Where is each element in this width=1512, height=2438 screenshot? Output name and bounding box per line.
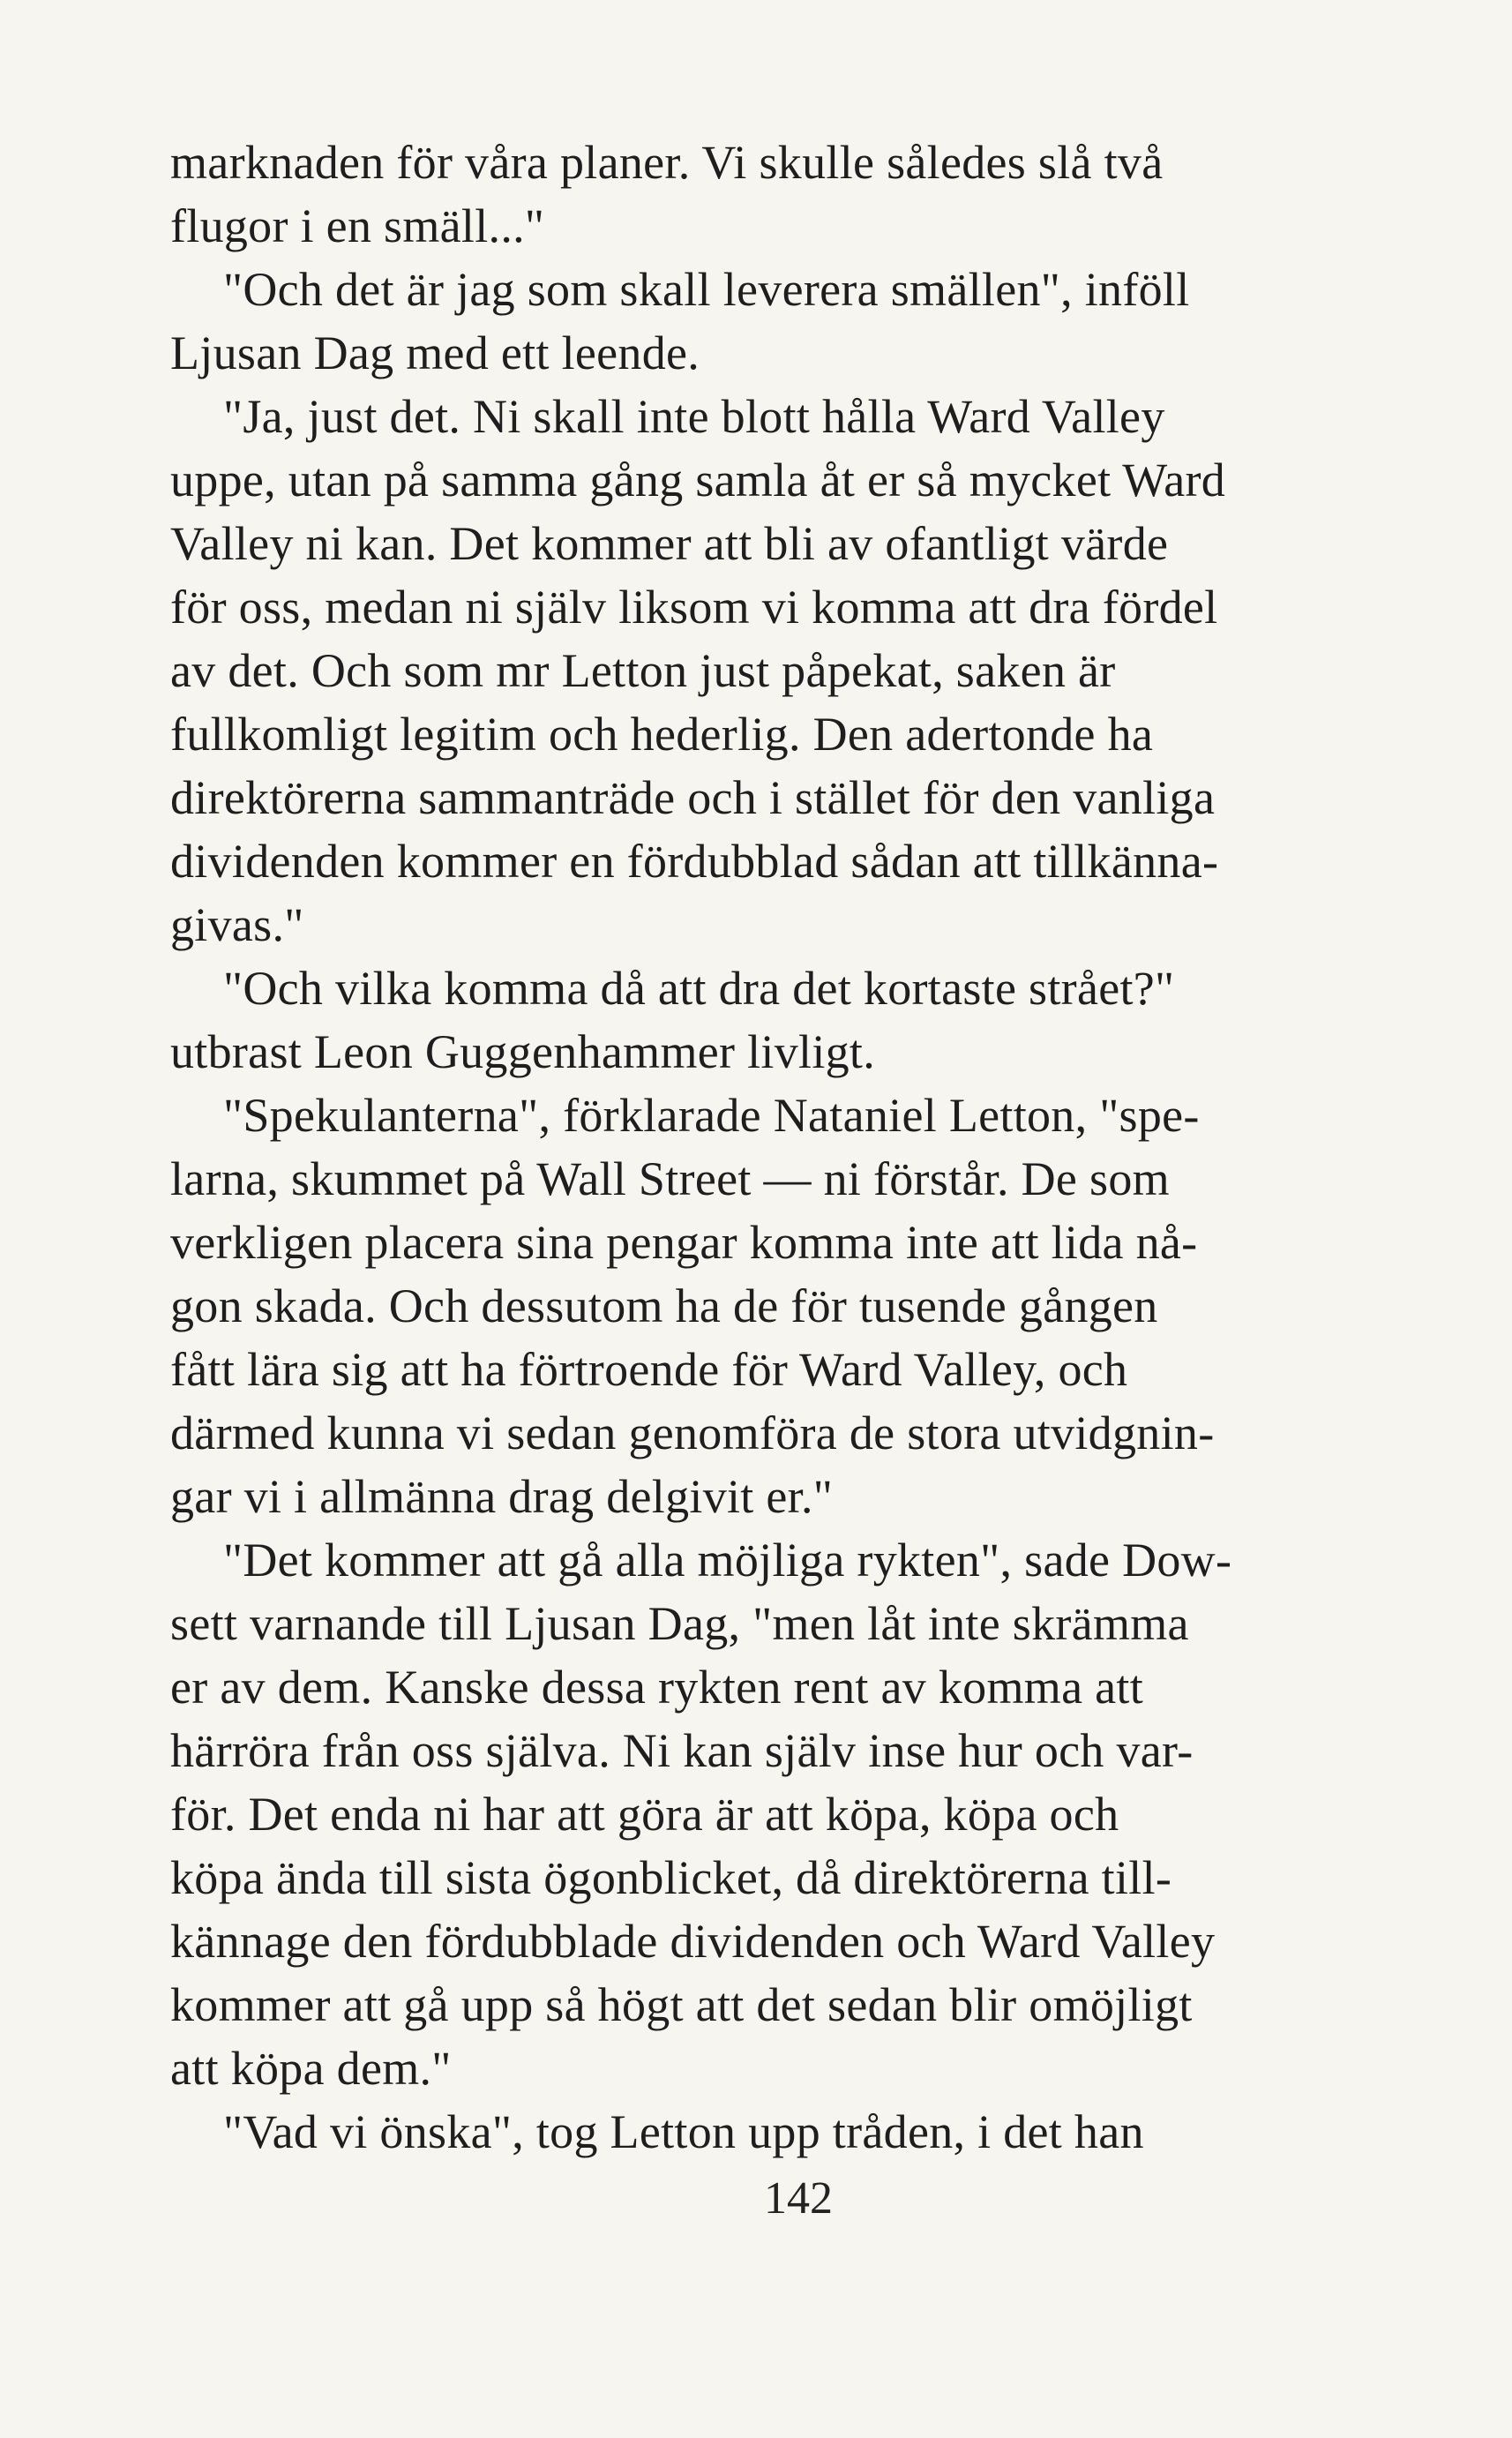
text-line: härröra från oss själva. Ni kan själv inse hur och var-: [170, 1724, 1194, 1777]
text-line: "Och vilka komma då att dra det kortaste strået?": [223, 962, 1175, 1015]
text-line: flugor i en smäll...": [170, 199, 545, 252]
text-line: er av dem. Kanske dessa rykten rent av komma att: [170, 1661, 1144, 1714]
text-line: därmed kunna vi sedan genomföra de stora utvidgnin-: [170, 1407, 1215, 1459]
text-line: gar vi i allmänna drag delgivit er.": [170, 1470, 834, 1523]
text-line: "Och det är jag som skall leverera smällen", inföll: [223, 263, 1190, 316]
text-line: uppe, utan på samma gång samla åt er så mycket Ward: [170, 454, 1226, 506]
text-line: direktörerna sammanträde och i stället för den vanliga: [170, 771, 1216, 824]
text-line: fått lära sig att ha förtroende för Ward Valley, och: [170, 1343, 1128, 1396]
text-line: "Ja, just det. Ni skall inte blott hålla Ward Valley: [223, 390, 1165, 443]
text-line: "Det kommer att gå alla möjliga rykten", sade Dow-: [223, 1534, 1232, 1587]
text-line: utbrast Leon Guggenhammer livligt.: [170, 1025, 876, 1078]
text-line: att köpa dem.": [170, 2042, 452, 2095]
text-line: verkligen placera sina pengar komma inte att lida nå-: [170, 1216, 1198, 1269]
text-line: marknaden för våra planer. Vi skulle således slå två: [170, 136, 1164, 189]
text-line: för oss, medan ni själv liksom vi komma att dra fördel: [170, 581, 1218, 634]
text-line: "Spekulanterna", förklarade Nataniel Letton, "spe-: [223, 1089, 1200, 1142]
text-line: gon skada. Och dessutom ha de för tusende gången: [170, 1279, 1158, 1332]
text-line: kännage den fördubblade dividenden och Ward Valley: [170, 1915, 1216, 1968]
text-line: Valley ni kan. Det kommer att bli av ofantligt värde: [170, 517, 1169, 570]
text-line: givas.": [170, 898, 304, 951]
text-line: kommer att gå upp så högt att det sedan blir omöjligt: [170, 1978, 1193, 2031]
text-line: av det. Och som mr Letton just påpekat, saken är: [170, 644, 1116, 697]
text-line: "Vad vi önska", tog Letton upp tråden, i det han: [223, 2105, 1144, 2158]
text-line: Ljusan Dag med ett leende.: [170, 326, 700, 379]
text-line: köpa ända till sista ögonblicket, då direktörerna till-: [170, 1851, 1172, 1904]
text-line: sett varnande till Ljusan Dag, "men låt inte skrämma: [170, 1597, 1189, 1650]
page-number: 142: [764, 2173, 833, 2224]
text-line: fullkomligt legitim och hederlig. Den adertonde ha: [170, 708, 1154, 761]
text-line: dividenden kommer en fördubblad sådan att tillkänna-: [170, 835, 1219, 888]
text-line: för. Det enda ni har att göra är att köpa, köpa och: [170, 1788, 1119, 1841]
text-line: larna, skummet på Wall Street — ni förstår. De som: [170, 1152, 1170, 1205]
